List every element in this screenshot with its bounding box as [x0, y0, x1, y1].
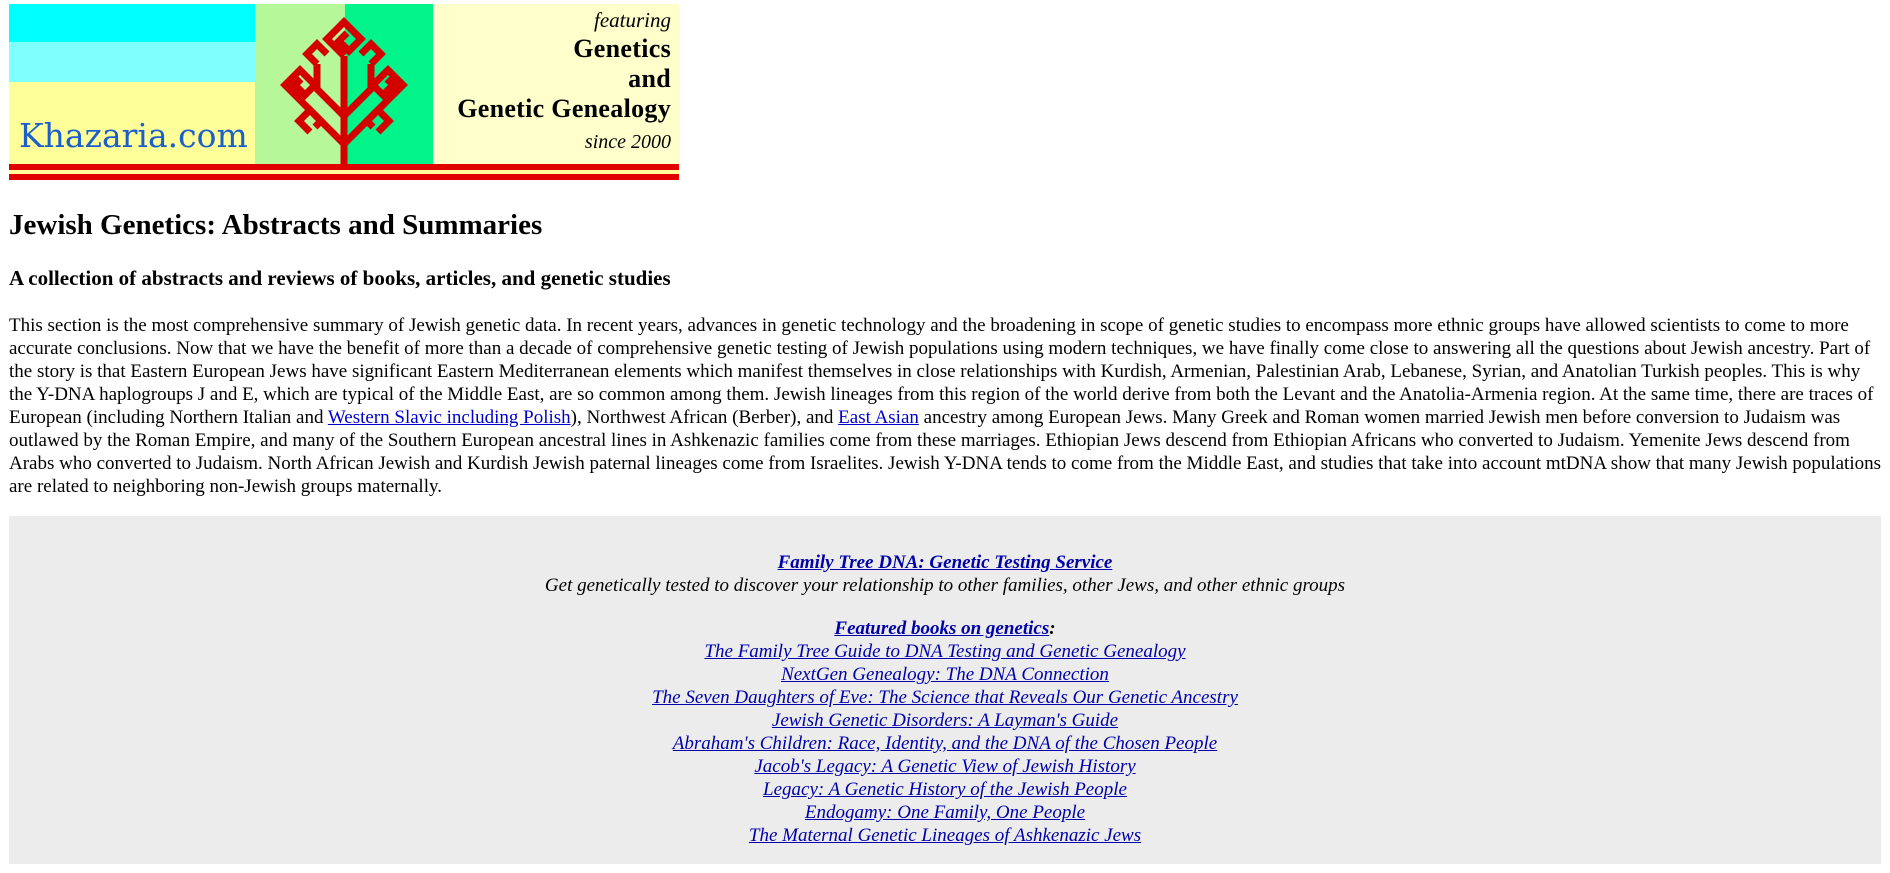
ftdna-description: Get genetically tested to discover your relationship to other families, other Jews, and other ethnic groups — [544, 575, 1346, 596]
book-list — [9, 640, 1881, 847]
book-link[interactable]: The Seven Daughters of Eve: The Science that Reveals Our Genetic Ancestry — [652, 687, 1238, 708]
banner-and-text: and — [628, 64, 671, 93]
book-link[interactable]: NextGen Genealogy: The DNA Connection — [781, 664, 1109, 685]
book-list-item — [9, 732, 1881, 755]
ftdna-link[interactable]: Family Tree DNA: Genetic Testing Service — [777, 552, 1113, 573]
page-title: Jewish Genetics: Abstracts and Summaries — [9, 209, 543, 241]
book-link[interactable]: Abraham's Children: Race, Identity, and the DNA of the Chosen People — [672, 733, 1218, 754]
banner-featuring-text: featuring — [594, 8, 671, 32]
intro-text-part3: ancestry among European Jews. Many Greek and Roman women married Jewish men before conversion to Judaism was outlawed by the Roman Empire, and many of the Southern European ancestral lines in Ashkenazic families come from these marriages. Ethiopian Jews descend from Ethiopian Africans who converted to Judaism. Yemenite Jews descend from Arabs who converted to Judaism. North African Jewish and Kurdish Jewish paternal lineages come from Israelites. Jewish Y-DNA tends to come from the Middle East, and studies that take into account mtDNA show that many Jewish populations are related to neighboring non-Jewish groups maternally. — [9, 407, 1882, 497]
intro-text-part2: ), Northwest African (Berber), and — [570, 407, 839, 428]
banner-light-cyan-band — [9, 42, 255, 82]
book-list-item — [9, 755, 1881, 778]
featured-books-link[interactable]: Featured books on genetics — [834, 618, 1050, 639]
banner-red-stripe-bottom — [9, 174, 679, 180]
banner-genetics-text: Genetics — [573, 34, 671, 63]
site-name-logo: Khazaria.com — [19, 116, 248, 155]
east-asian-link[interactable]: East Asian — [838, 407, 919, 428]
book-list-item — [9, 778, 1881, 801]
page-subtitle: A collection of abstracts and reviews of books, articles, and genetic studies — [9, 266, 671, 290]
banner-cyan-band — [9, 4, 255, 42]
book-link[interactable]: Jewish Genetic Disorders: A Layman's Guide — [771, 710, 1119, 731]
site-banner[interactable] — [9, 4, 679, 180]
book-link[interactable]: Legacy: A Genetic History of the Jewish People — [763, 779, 1127, 800]
tree-logo-icon — [255, 4, 433, 164]
banner-since-text: since 2000 — [584, 131, 671, 153]
featured-books-colon: : — [1049, 618, 1056, 639]
page-content — [9, 4, 1881, 864]
banner-genealogy-text: Genetic Genealogy — [457, 94, 671, 123]
book-list-item — [9, 663, 1881, 686]
book-link[interactable]: Endogamy: One Family, One People — [804, 802, 1086, 823]
western-slavic-link[interactable]: Western Slavic including Polish — [327, 407, 571, 428]
intro-paragraph — [9, 314, 1881, 498]
book-link[interactable]: The Family Tree Guide to DNA Testing and Genetic Genealogy — [704, 641, 1186, 662]
book-list-item — [9, 709, 1881, 732]
intro-text-part1: This section is the most comprehensive summary of Jewish genetic data. In recent years, advances in genetic technology and the broadening in scope of genetic studies to encompass more ethnic groups have allowed scientists to come to more accurate conclusions. Now that we have the benefit of more than a decade of comprehensive genetic testing of Jewish populations using modern techniques, we have finally come close to answering all the questions about Jewish ancestry. Part of the story is that Eastern European Jews have significant Eastern Mediterranean elements which manifest themselves in close relationships with Kurdish, Armenian, Palestinian Arab, Lebanese, Syrian, and Anatolian Turkish peoples. This is why the Y-DNA haplogroups J and E, which are typical of the Middle East, are so common among them. Jewish lineages from this region of the world derive from both the Levant and the Anatolia-Armenia region. At the same time, there are traces of European (including Northern Italian and — [9, 315, 1874, 428]
book-link[interactable]: The Maternal Genetic Lineages of Ashkenazic Jews — [748, 825, 1142, 846]
book-link[interactable]: Jacob's Legacy: A Genetic View of Jewish History — [754, 756, 1136, 777]
book-list-item — [9, 824, 1881, 847]
book-list-item — [9, 640, 1881, 663]
promo-box — [9, 516, 1881, 864]
book-list-item — [9, 801, 1881, 824]
book-list-item — [9, 686, 1881, 709]
